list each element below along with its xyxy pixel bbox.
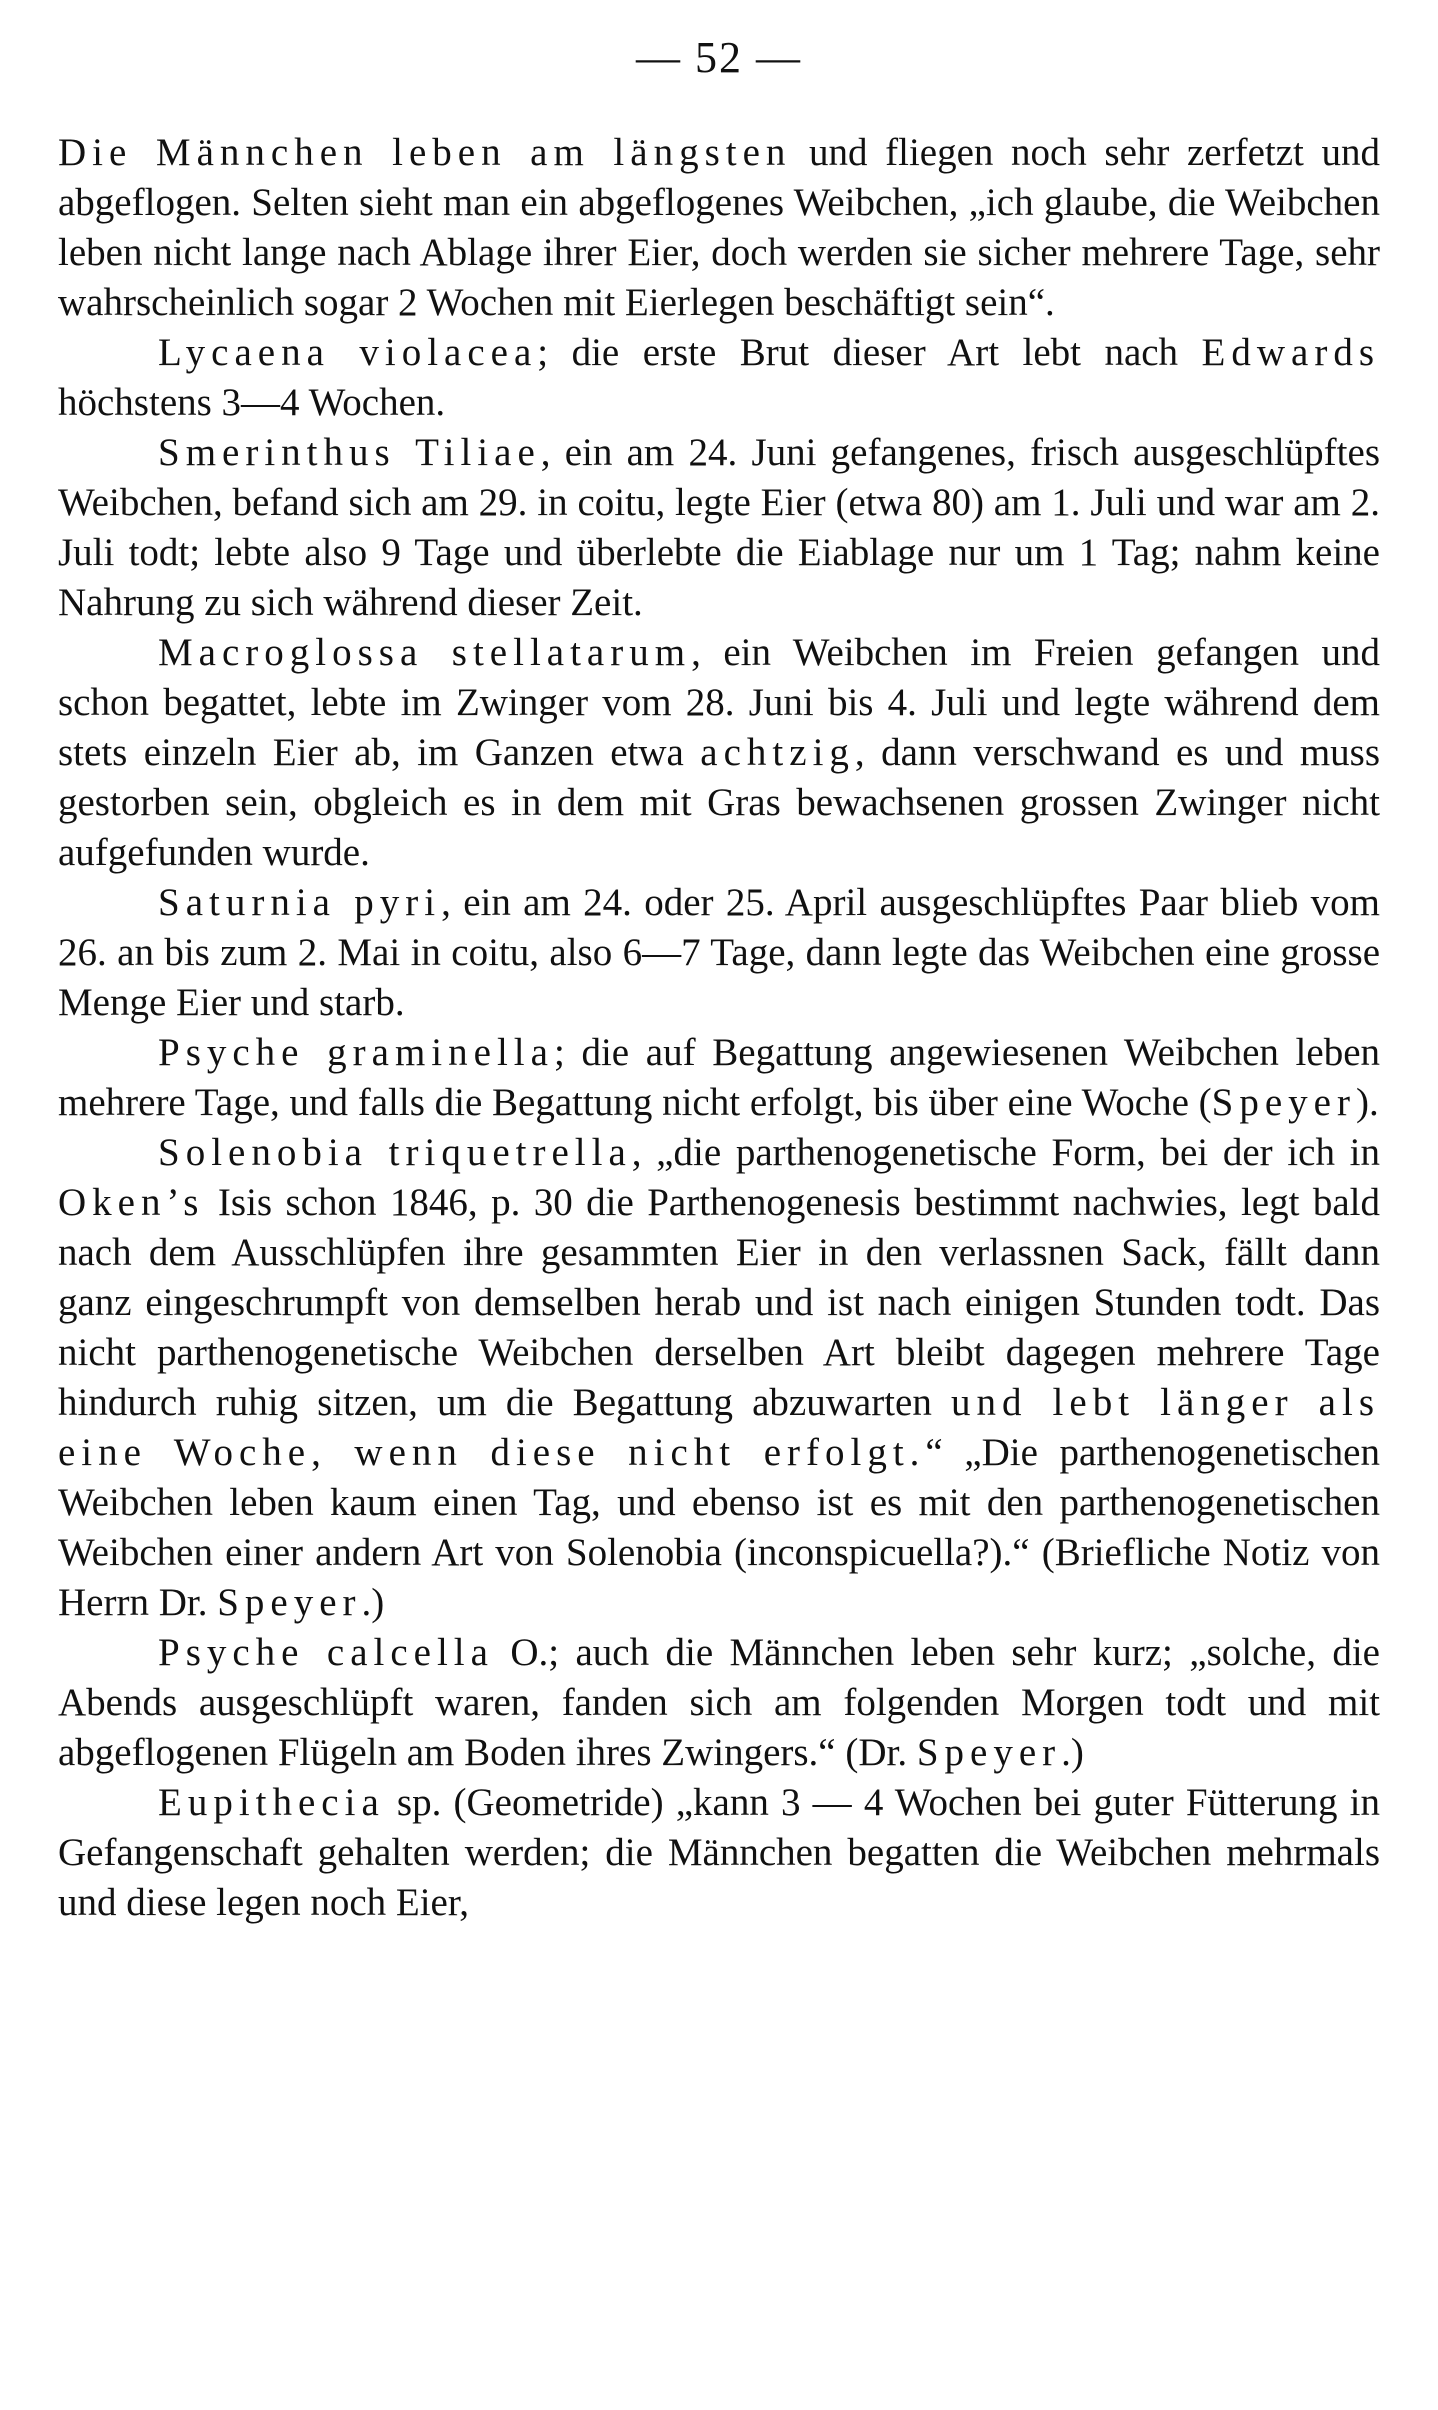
paragraph-p8 <box>58 1628 1380 1778</box>
text-run: ; die auf Begattung angewiesenen Weibchen leben mehrere Tage, und falls die Begattung nicht erfolgt, bis über eine Woche ( <box>58 1031 1381 1124</box>
text-run: , „die parthenogenetische Form, bei der ich in <box>631 1131 1380 1174</box>
spaced-term: Psyche calcella <box>158 1631 494 1674</box>
text-run: .) <box>361 1581 385 1624</box>
text-run: , ein am 24. Juni gefangenes, frisch ausgeschlüpftes Weibchen, befand sich am 29. in coitu, legte Eier (etwa 80) am 1. Juli und war am 2. Juli todt; lebte also 9 Tage und überlebte die Eiablage nur um 1 Tag; nahm keine Nahrung zu sich während dieser Zeit. <box>58 431 1380 624</box>
spaced-term: Smerinthus Tiliae <box>158 431 541 474</box>
text-run: Isis schon 1846, p. 30 die Parthenogenesis bestimmt nachwies, legt bald nach dem Ausschlüpfen ihre gesammten Eier in den verlassnen Sack, fällt dann ganz eingeschrumpft von demselben herab und ist nach einigen Stunden todt. Das nicht parthenogenetische Weibchen derselben Art bleibt dagegen mehrere Tage hindurch ruhig sitzen, um die Begattung abzuwarten <box>58 1181 1380 1424</box>
text-run: O.; auch die Männchen leben sehr kurz; „solche, die Abends ausgeschlüpft waren, fanden sich am folgenden Morgen todt und mit abgeflogenen Flügeln am Boden ihres Zwingers.“ (Dr. <box>58 1631 1380 1774</box>
spaced-term: Psyche graminella <box>158 1031 554 1074</box>
spaced-term: Speyer <box>217 1581 362 1624</box>
spaced-term: Macroglossa stellatarum <box>158 631 692 674</box>
paragraph-p2 <box>58 328 1380 428</box>
spaced-term: Oken’s <box>58 1181 205 1224</box>
spaced-term: und lebt länger als eine Woche, wenn diese nicht erfolgt. <box>58 1381 1381 1474</box>
text-run: und fliegen noch sehr zerfetzt und abgeflogen. Selten sieht man ein abgeflogenes Weibchen, „ich glaube, die Weibchen leben nicht lange nach Ablage ihrer Eier, doch werden sie sicher mehrere Tage, sehr wahrscheinlich sogar 2 Wochen mit Eierlegen beschäftigt sein“. <box>58 131 1380 324</box>
spaced-term: Solenobia triquetrella <box>158 1131 632 1174</box>
paragraph-p6 <box>58 1028 1380 1128</box>
paragraph-p5 <box>58 878 1380 1028</box>
spaced-term: Speyer <box>1211 1081 1356 1124</box>
paragraph-p1 <box>58 128 1380 328</box>
paragraph-p4 <box>58 628 1380 878</box>
paragraph-p7 <box>58 1128 1380 1628</box>
body-text <box>58 128 1380 1928</box>
text-run: ). <box>1355 1081 1379 1124</box>
text-run: , ein am 24. oder 25. April ausgeschlüpftes Paar blieb vom 26. an bis zum 2. Mai in coitu, also 6—7 Tage, dann legte das Weibchen eine grosse Menge Eier und starb. <box>58 881 1380 1024</box>
spaced-term: Eupithecia <box>158 1781 385 1824</box>
page-number: — 52 — <box>636 33 802 82</box>
paragraph-p9 <box>58 1778 1380 1928</box>
spaced-term: Saturnia pyri <box>158 881 442 924</box>
spaced-term: Edwards <box>1201 331 1380 374</box>
spaced-term: achtzig <box>700 731 855 774</box>
text-run: , dann verschwand es und muss gestorben sein, obgleich es in dem mit Gras bewachsenen grossen Zwinger nicht aufgefunden wurde. <box>58 731 1381 874</box>
spaced-term: Speyer <box>916 1731 1062 1774</box>
text-run: .) <box>1061 1731 1084 1774</box>
spaced-term: Die Männchen leben am längsten <box>58 131 792 174</box>
text-run: “ „Die parthenogenetischen Weibchen leben kaum einen Tag, und ebenso ist es mit den parthenogenetischen Weibchen einer andern Art von Solenobia (inconspicuella?).“ (Briefliche Notiz von Herrn Dr. <box>58 1431 1380 1624</box>
text-run: , ein Weibchen im Freien gefangen und schon begattet, lebte im Zwinger vom 28. Juni bis 4. Juli und legte während dem stets einzeln Eier ab, im Ganzen etwa <box>58 631 1380 774</box>
text-run: höchstens 3—4 Wochen. <box>58 381 446 424</box>
text-run: sp. (Geometride) „kann 3 — 4 Wochen bei guter Fütterung in Gefangenschaft gehalten werden; die Männchen begatten die Weibchen mehrmals und diese legen noch Eier, <box>58 1781 1380 1924</box>
paragraph-p3 <box>58 428 1380 628</box>
text-run: ; die erste Brut dieser Art lebt nach <box>537 331 1202 374</box>
spaced-term: Lycaena violacea <box>158 331 538 374</box>
